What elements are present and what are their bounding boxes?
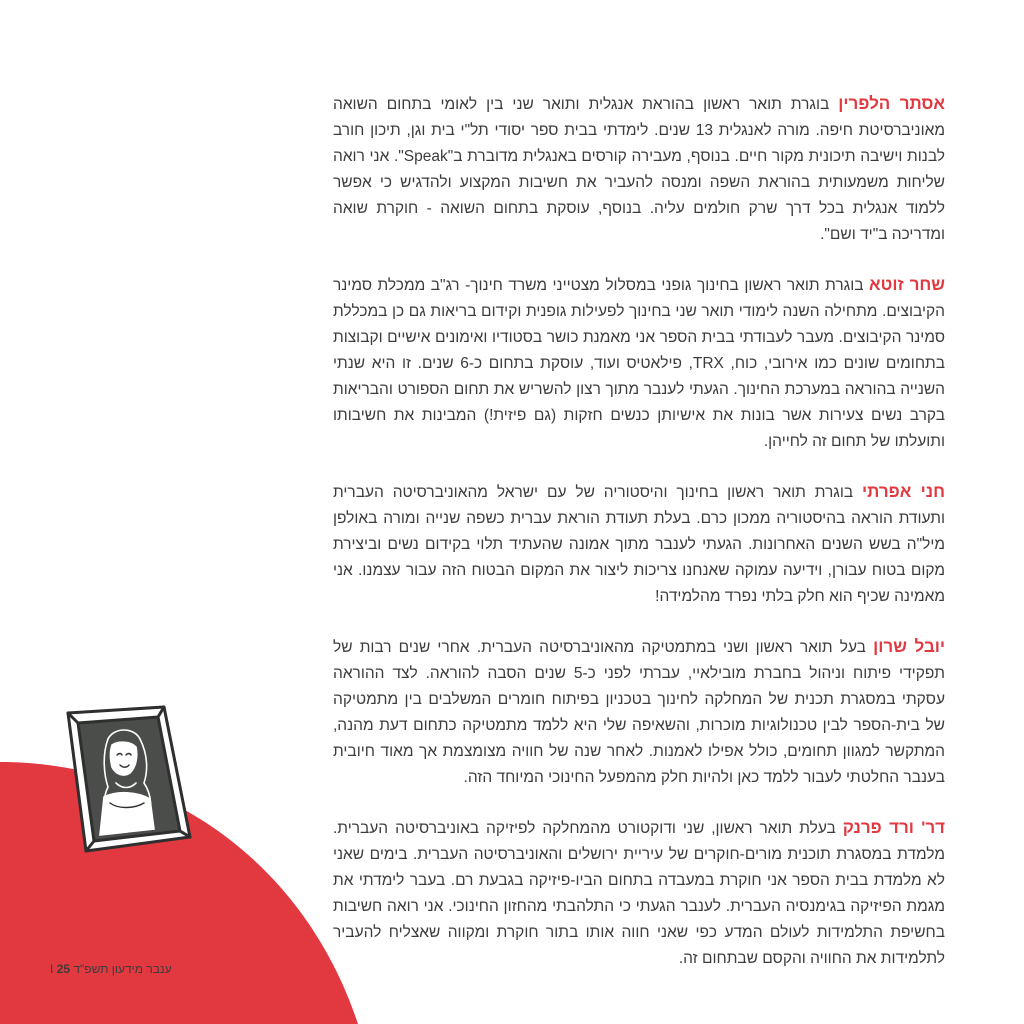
page-number: 25 [56,962,71,976]
bio-name: חני אפרתי [862,482,946,501]
bio-paragraph [333,815,945,972]
bio-name: אסתר הלפרין [838,94,946,113]
publication-title: ענבר מידעון תשפ"ד [73,962,172,976]
bio-text: בוגרת תואר ראשון בחינוך גופני במסלול מצטייני משרד חינוך- רג"ב ממכלת סמינר הקיבוצים. מתחילה השנה לימודי תואר שני בחינוך לפעילות גופנית וקידום בריאות גם כן במכללת סמינר הקיבוצים. מעבר לעבודתי בבית הספר אני מאמנת כושר בסטודיו ואימונים אישיים וקבוצות בתחומים שונים כמו אירובי, כוח, TRX, פילאטיס ועוד, עוסקת בתחום כ-6 שנים. זו היא שנתי השנייה בהוראה במערכת החינוך. הגעתי לענבר מתוך רצון להשריש את תחום הספורט והבריאות בקרב נשים צעירות אשר בונות את אישיותן כנשים חזקות (גם פיזית!) המבינות את חשיבותו ותועלתו של תחום זה לחייהן. [333,277,945,450]
bio-name: יובל שרון [873,637,945,656]
bio-text: בעלת תואר ראשון, שני ודוקטורט מהמחלקה לפיזיקה באוניברסיטה העברית. מלמדת במסגרת תוכנית מורים-חוקרים של עיריית ירושלים והאוניברסיטה העברית. בימים שאני לא מלמדת בבית הספר אני חוקרת במעבדה בתחום הביו-פיזיקה בגבעת רם. בעבר לימדתי את מגמת הפיזיקה בגימנסיה העברית. לענבר הגעתי כי התלהבתי מהחזון החינוכי. אני רואה חשיבות בחשיפת התלמידות לעולם המדע כפי שאני חווה אותו בתור חוקרת ומקווה שאצליח להעביר לתלמידות את החוויה והקסם שבתחום זה. [333,820,945,967]
bio-text: בעל תואר ראשון ושני במתמטיקה מהאוניברסיטה העברית. אחרי שנים רבות של תפקידי פיתוח וניהול בחברת מובילאיי, עברתי לפני כ-5 שנים הסבה להוראה. לצד ההוראה עסקתי במסגרת תכנית של המחלקה לחינוך בטכניון בפיתוח חומרים המשלבים בין מתמטיקה של בית-הספר לבין טכנולוגיות מוכרות, והשאיפה שלי היא ללמד מתמטיקה כתחום דעת מהנה, המתקשר למגוון תחומים, כולל אפילו לאמנות. לאחר שנה של חוויה מצומצמת אך מאוד חיובית בענבר החלטתי לעבור ללמד כאן ולהיות חלק מהמפעל החינוכי המיוחד הזה. [333,639,946,786]
bio-text: בוגרת תואר ראשון בהוראת אנגלית ותואר שני בין לאומי בתחום השואה מאוניברסיטת חיפה. מורה לאנגלית 13 שנים. לימדתי בבית ספר יסודי תל"י בית וגן, תיכון חורב לבנות וישיבה תיכונית מקור חיים. בנוסף, מעבירה קורסים באנגלית מדוברת ב"Speak". אני רואה שליחות משמעותית בהוראת השפה ומנסה להעביר את חשיבות המקצוע ולהדגיש כי אפשר ללמוד אנגלית בכל דרך שרק חולמים עליה. בנוסף, עוסקת בתחום השואה - חוקרת שואה ומדריכה ב"יד ושם". [333,96,945,243]
staff-bios [333,91,945,996]
framed-portrait-icon [64,705,194,855]
bio-paragraph [333,272,945,455]
bio-name: שחר זוטא [869,275,945,294]
bio-text: בוגרת תואר ראשון בחינוך והיסטוריה של עם ישראל מהאוניברסיטה העברית ותעודת הוראה בהיסטוריה ממכון כרם. בעלת תעודת הוראת עברית כשפה שנייה ומורה באולפן מיל"ה בשש השנים האחרונות. הגעתי לענבר מתוך אמונה שהעתיד תלוי בקידום נשים וביצירת מקום בטוח עבורן, וידיעה עמוקה שאנחנו צריכות ליצור את המקום הבטוח הזה עבור עצמנו. אני מאמינה שכיף הוא חלק בלתי נפרד מהלמידה! [333,484,945,605]
bio-paragraph [333,479,945,610]
bio-paragraph [333,91,945,248]
footer-separator: I [50,962,54,976]
bio-paragraph [333,634,945,791]
page-footer [50,962,172,976]
bio-name: דר' ורד פרנק [842,818,946,837]
